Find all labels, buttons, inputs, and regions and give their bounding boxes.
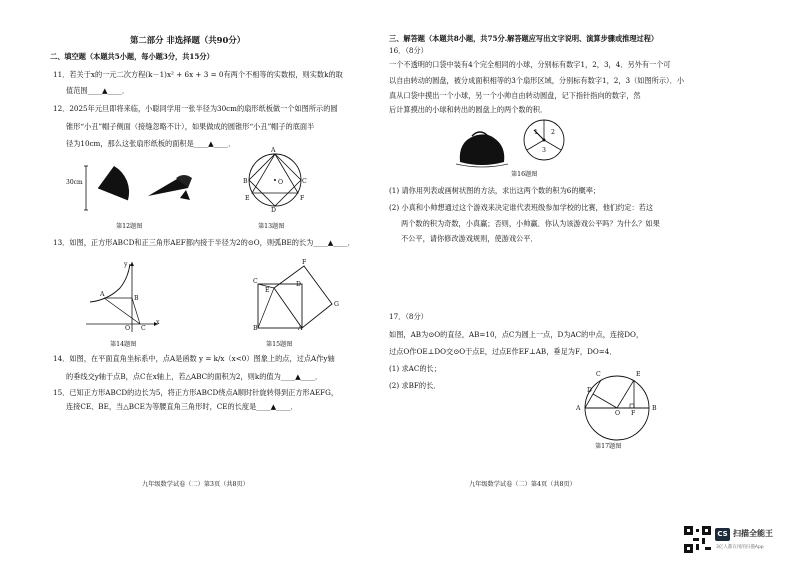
q12-line2: 锥形“小丑”帽子侧面（接缝忽略不计），如果做成的圆锥形“小丑”帽子的底面半 (66, 122, 315, 131)
section2-heading: 二、填空题（本题共5小题，每小题3分，共15分） (50, 52, 214, 61)
fig15-label-b: B (253, 325, 258, 332)
fig15-label-c: C (253, 278, 258, 285)
fig15-label-e: E (265, 287, 270, 294)
fig17-label-d: D (587, 387, 592, 394)
q17-part1: (1) 求AC的长； (389, 364, 441, 373)
fig14-label-a: A (100, 291, 105, 298)
section3-heading: 三、解答题（本题共8小题，共75分.解答题应写出文字说明、演算步骤或推理过程） (389, 34, 659, 43)
q16-heading: 16．（8分） (389, 46, 428, 55)
spinner-label-1: 1 (534, 129, 538, 136)
right-footer: 九年级数学试卷（二）第4页（共8页） (469, 481, 576, 488)
fig14-label-y: y (124, 261, 128, 268)
fig15-label-f: F (302, 259, 307, 266)
fig17-label-o: O (615, 410, 621, 417)
fig12-sector-cone (80, 158, 210, 218)
right-page (389, 0, 794, 561)
label-30cm: 30cm (66, 179, 83, 186)
q12-line3: 径为10cm，那么这张扇形纸板的面积是____▲____． (66, 139, 236, 148)
scanner-logo: CS (715, 528, 730, 541)
q16-line2: 以自由转动的圆盘，被分成面积相等的3个扇形区域，分别标有数字1，2，3（如图所示）．小 (389, 76, 685, 85)
q17-line2: 过点O作OE⊥DO交⊙O于点E，过点E作EF⊥AB，垂足为F，DO=4． (389, 347, 617, 356)
fig14-label-b: B (134, 295, 139, 302)
fig14-label-o: O (125, 325, 131, 332)
fig14-label-c: C (141, 325, 146, 332)
fig17-label-e: E (636, 371, 641, 378)
q16-line4: 后计算摸出的小球和转出的圆盘上的两个数的积． (389, 105, 548, 114)
fig17-label-a: A (576, 405, 581, 412)
q11-line1: 11．若关于x的一元二次方程(k－1)x² + 6x + 3 = 0有两个不相等的实数根，则实数k的取 (53, 70, 343, 79)
q11-line2: 值范围____▲____． (66, 86, 130, 95)
q12-line1: 12．2025年元旦即将来临，小聪同学用一张半径为30cm的扇形纸板做一个如图所示的圆 (53, 104, 338, 113)
fig13-label-d: D (271, 207, 276, 214)
fig15-label-g: G (334, 301, 339, 308)
fig17-label-f: F (631, 410, 636, 417)
fig13-label-c: C (302, 178, 307, 185)
q15-line2: 连接CE、BE，当△BCE为等腰直角三角形时，CE的长度是____▲____． (66, 402, 298, 411)
q14-line1: 14．如图，在平面直角坐标系中，点A是函数 y = k/x（x<0）图象上的点，过点A作y轴 (53, 354, 335, 363)
q16-part1: (1) 请你用列表或画树状图的方法，求出这两个数的积为6的概率； (389, 186, 601, 195)
spinner-label-3: 3 (542, 147, 546, 154)
fig14-label-x: x (156, 319, 160, 326)
fig12-caption: 第12题图 (116, 223, 143, 230)
fig16-caption: 第16题图 (511, 171, 538, 178)
q17-part2: (2) 求BF的长． (389, 381, 441, 390)
fig13-caption: 第13题图 (258, 223, 285, 230)
q17-heading: 17．（8分） (389, 312, 428, 321)
qr-code-icon (684, 526, 711, 553)
q17-line1: 如图，AB为⊙O的直径，AB=10，点C为圆上一点，D为AC的中点，连接DO， (389, 330, 644, 339)
fig15-caption: 第15题图 (266, 341, 293, 348)
fig17-label-c: C (596, 371, 601, 378)
fig13-label-e: E (245, 195, 250, 202)
fig17-caption: 第17题图 (595, 443, 622, 450)
fig13-label-o: O (278, 179, 284, 186)
q16-part2-line2: 两个数的积为奇数，小真赢；否则，小帅赢．你认为该游戏公平吗？为什么？如果 (401, 219, 660, 228)
q14-line2: 的垂线交y轴于点B，点C在x轴上，若△ABC的面积为2，则k的值为____▲____． (66, 372, 323, 381)
q13-text: 13．如图，正方形ABCD和正三角形AEF都内接于半径为2的⊙O，则弧BE的长为____▲____． (53, 238, 355, 247)
q16-part2-line1: (2) 小真和小帅想通过这个游戏来决定谁代表班级参加学校的比赛，他们约定：若这 (389, 203, 654, 212)
q15-line1: 15．已知正方形ABCD的边长为5，将正方形ABCD绕点A顺时针旋转得到正方形AEFG， (53, 388, 339, 397)
fig14-caption: 第14题图 (110, 341, 137, 348)
q16-line3: 真从口袋中摸出一个小球，另一个小帅自由转动圆盘，记下指针指向的数字，然 (389, 91, 641, 100)
scanner-tagline: 3亿人都在用的扫描App (716, 545, 764, 550)
fig13-label-a: A (271, 147, 276, 154)
fig14-coordinate-graph (82, 258, 162, 334)
left-footer: 九年级数学试卷（二）第3页（共8页） (142, 481, 249, 488)
part-title: 第二部分 非选择题（共90分） (130, 35, 246, 45)
fig13-label-f: F (300, 195, 305, 202)
q16-line1: 一个不透明的口袋中装有4个完全相同的小球，分别标有数字1，2，3，4．另外有一个可 (389, 60, 671, 69)
fig15-label-d: D (296, 281, 301, 288)
fig15-rotated-squares (250, 258, 340, 336)
fig13-label-b: B (243, 178, 248, 185)
fig15-label-a: A (298, 325, 303, 332)
q16-part2-line3: 不公平，请你修改游戏规则，使游戏公平． (401, 234, 538, 243)
fig16-bag-and-spinner (452, 116, 572, 170)
fig17-circle-diameter (572, 362, 662, 442)
spinner-label-2: 2 (551, 129, 555, 136)
scanner-brand: 扫描全能王 (733, 529, 773, 538)
fig17-label-b: B (652, 405, 657, 412)
